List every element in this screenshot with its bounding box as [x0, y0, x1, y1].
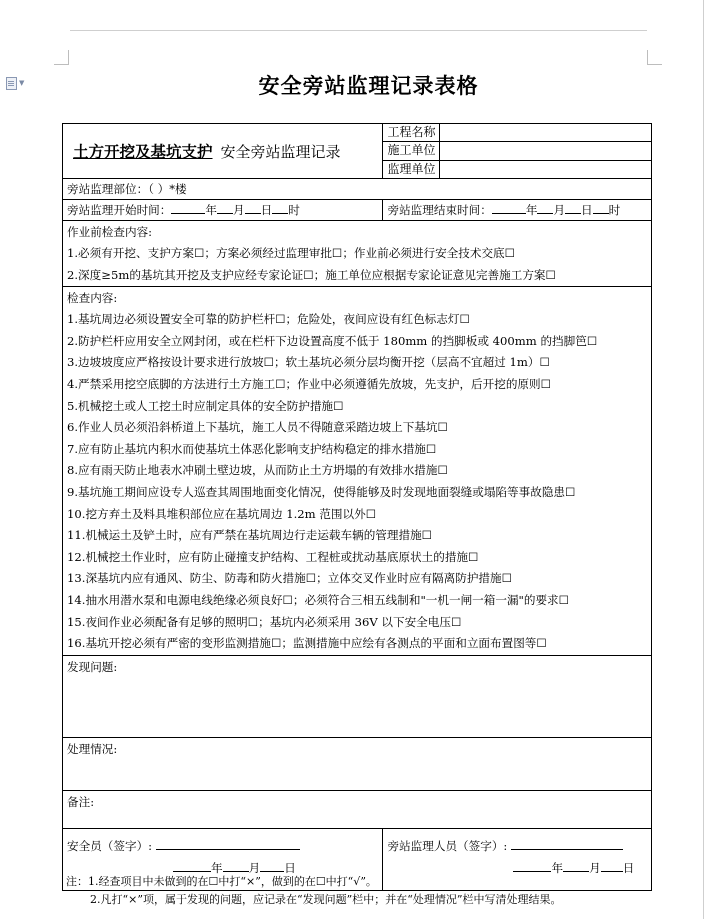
project-name-label: 工程名称 — [383, 124, 439, 142]
document-title: 安全旁站监理记录表格 — [258, 73, 479, 98]
inspection-item[interactable]: 3.边坡坡度应严格按设计要求进行放坡☐；软土基坑必须分层均衡开挖（层高不宜超过 1m）☐ — [67, 355, 550, 370]
supervision-unit-field[interactable] — [439, 160, 651, 178]
note-line-2: 2.凡打“×”项，属于发现的问题，应记录在“发现问题”栏中；并在“处理情况”栏中写清处理结果。 — [90, 893, 562, 906]
chevron-down-icon: ▼ — [19, 79, 25, 87]
start-time-cell[interactable]: 旁站监理开始时间： 年 月 日 时 — [63, 200, 383, 221]
form-heading — [63, 124, 383, 179]
end-time-label: 旁站监理结束时间： — [387, 203, 492, 217]
inspection-item[interactable]: 6.作业人员必须沿斜桥道上下基坑，施工人员不得随意采踏边坡上下基坑☐ — [67, 420, 448, 435]
inspection-item[interactable]: 16.基坑开挖必须有严密的变形监测措施☐；监测措施中应绘有各测点的平面和立面布置图等☐ — [67, 636, 547, 651]
inspection-item[interactable]: 2.防护栏杆应用安全立网封闭，或在栏杆下边设置高度不低于 180mm 的挡脚板或 400mm 的挡脚笆☐ — [67, 333, 598, 348]
form-heading-suffix: 安全旁站监理记录 — [220, 143, 341, 161]
supervision-record-table — [62, 123, 652, 891]
safety-officer-label: 安全员（签字）: — [67, 838, 153, 853]
inspection-item[interactable]: 13.深基坑内应有通风、防尘、防毒和防火措施☐；立体交叉作业时应有隔离防护措施☐ — [67, 571, 513, 586]
remarks-label: 备注: — [67, 794, 95, 809]
findings-section[interactable] — [63, 655, 652, 737]
pre-check-title: 作业前检查内容: — [67, 225, 153, 239]
pre-check-item[interactable]: 2.深度≥5m的基坑其开挖及支护应经专家论证☐；施工单位应根据专家论证意见完善施工方案☐ — [67, 267, 556, 282]
margin-corner-mark-left — [54, 50, 69, 65]
inspection-item[interactable]: 12.机械挖土作业时，应有防止碰撞支护结构、工程桩或扰动基底原状土的措施☐ — [67, 549, 479, 564]
page-top-border — [70, 30, 647, 31]
margin-corner-mark-right — [647, 50, 662, 65]
notes — [66, 873, 561, 909]
handling-label: 处理情况: — [67, 741, 118, 756]
page-right-border — [703, 0, 704, 919]
inspection-item[interactable]: 7.应有防止基坑内积水而使基坑土体恶化影响支护结构稳定的排水措施☐ — [67, 441, 437, 456]
project-name-field[interactable] — [439, 124, 651, 142]
inspection-section — [63, 287, 652, 656]
note-line-1: 注：1.经查项目中未做到的在☐中打“×”，做到的在☐中打“√”。 — [66, 875, 377, 888]
supervision-unit-label: 监理单位 — [383, 160, 439, 178]
inspection-item[interactable]: 15.夜间作业必须配备有足够的照明☐；基坑内必须采用 36V 以下安全电压☐ — [67, 614, 462, 629]
start-time-label: 旁站监理开始时间： — [67, 203, 172, 217]
inspection-item[interactable]: 8.应有雨天防止地表水冲刷土壁边坡，从而防止土方坍塌的有效排水措施☐ — [67, 463, 448, 478]
supervision-location-text: 旁站监理部位：（ ）*楼 — [67, 182, 187, 196]
supervisor-label: 旁站监理人员（签字）: — [387, 838, 508, 853]
inspection-item[interactable]: 9.基坑施工期间应设专人巡查其周围地面变化情况，使得能够及时发现地面裂缝或塌陷等事故隐患☐ — [67, 484, 576, 499]
safety-officer-signature-cell[interactable]: 安全员（签字）: 年 月 日 — [63, 828, 383, 890]
construction-unit-label: 施工单位 — [383, 142, 439, 160]
inspection-item[interactable]: 5.机械挖土或人工挖土时应制定具体的安全防护措施☐ — [67, 398, 344, 413]
supervision-location-row[interactable] — [63, 179, 652, 200]
inspection-title: 检查内容: — [67, 291, 118, 306]
inspection-item[interactable]: 4.严禁采用挖空底脚的方法进行土方施工☐；作业中必须遵循先放坡，先支护，后开挖的原则☐ — [67, 376, 552, 391]
inspection-item[interactable]: 11.机械运土及铲土时，应有严禁在基坑周边行走运载车辆的管理措施☐ — [67, 528, 433, 543]
findings-label: 发现问题: — [67, 659, 118, 674]
supervisor-signature-cell[interactable]: 旁站监理人员（签字）: 年 月 日 — [383, 828, 652, 890]
pre-check-item[interactable]: 1.必须有开挖、支护方案☐；方案必须经过监理审批☐；作业前必须进行安全技术交底☐ — [67, 246, 516, 260]
construction-unit-field[interactable] — [439, 142, 651, 160]
remarks-section[interactable] — [63, 790, 652, 828]
inspection-item[interactable]: 14.抽水用潜水泵和电源电线绝缘必须良好☐；必须符合三相五线制和"一机一闸一箱一漏"的要求☐ — [67, 592, 570, 607]
inspection-item[interactable]: 10.挖方弃土及料具堆积部位应在基坑周边 1.2m 范围以外☐ — [67, 506, 377, 521]
handling-section[interactable] — [63, 737, 652, 790]
end-time-cell[interactable]: 旁站监理结束时间： 年 月 日 时 — [383, 200, 652, 221]
pre-check-section — [63, 221, 652, 287]
form-topic: 土方开挖及基坑支护 — [73, 142, 213, 161]
inspection-item[interactable]: 1.基坑周边必须设置安全可靠的防护栏杆☐；危险处，夜间应设有红色标志灯☐ — [67, 312, 470, 327]
